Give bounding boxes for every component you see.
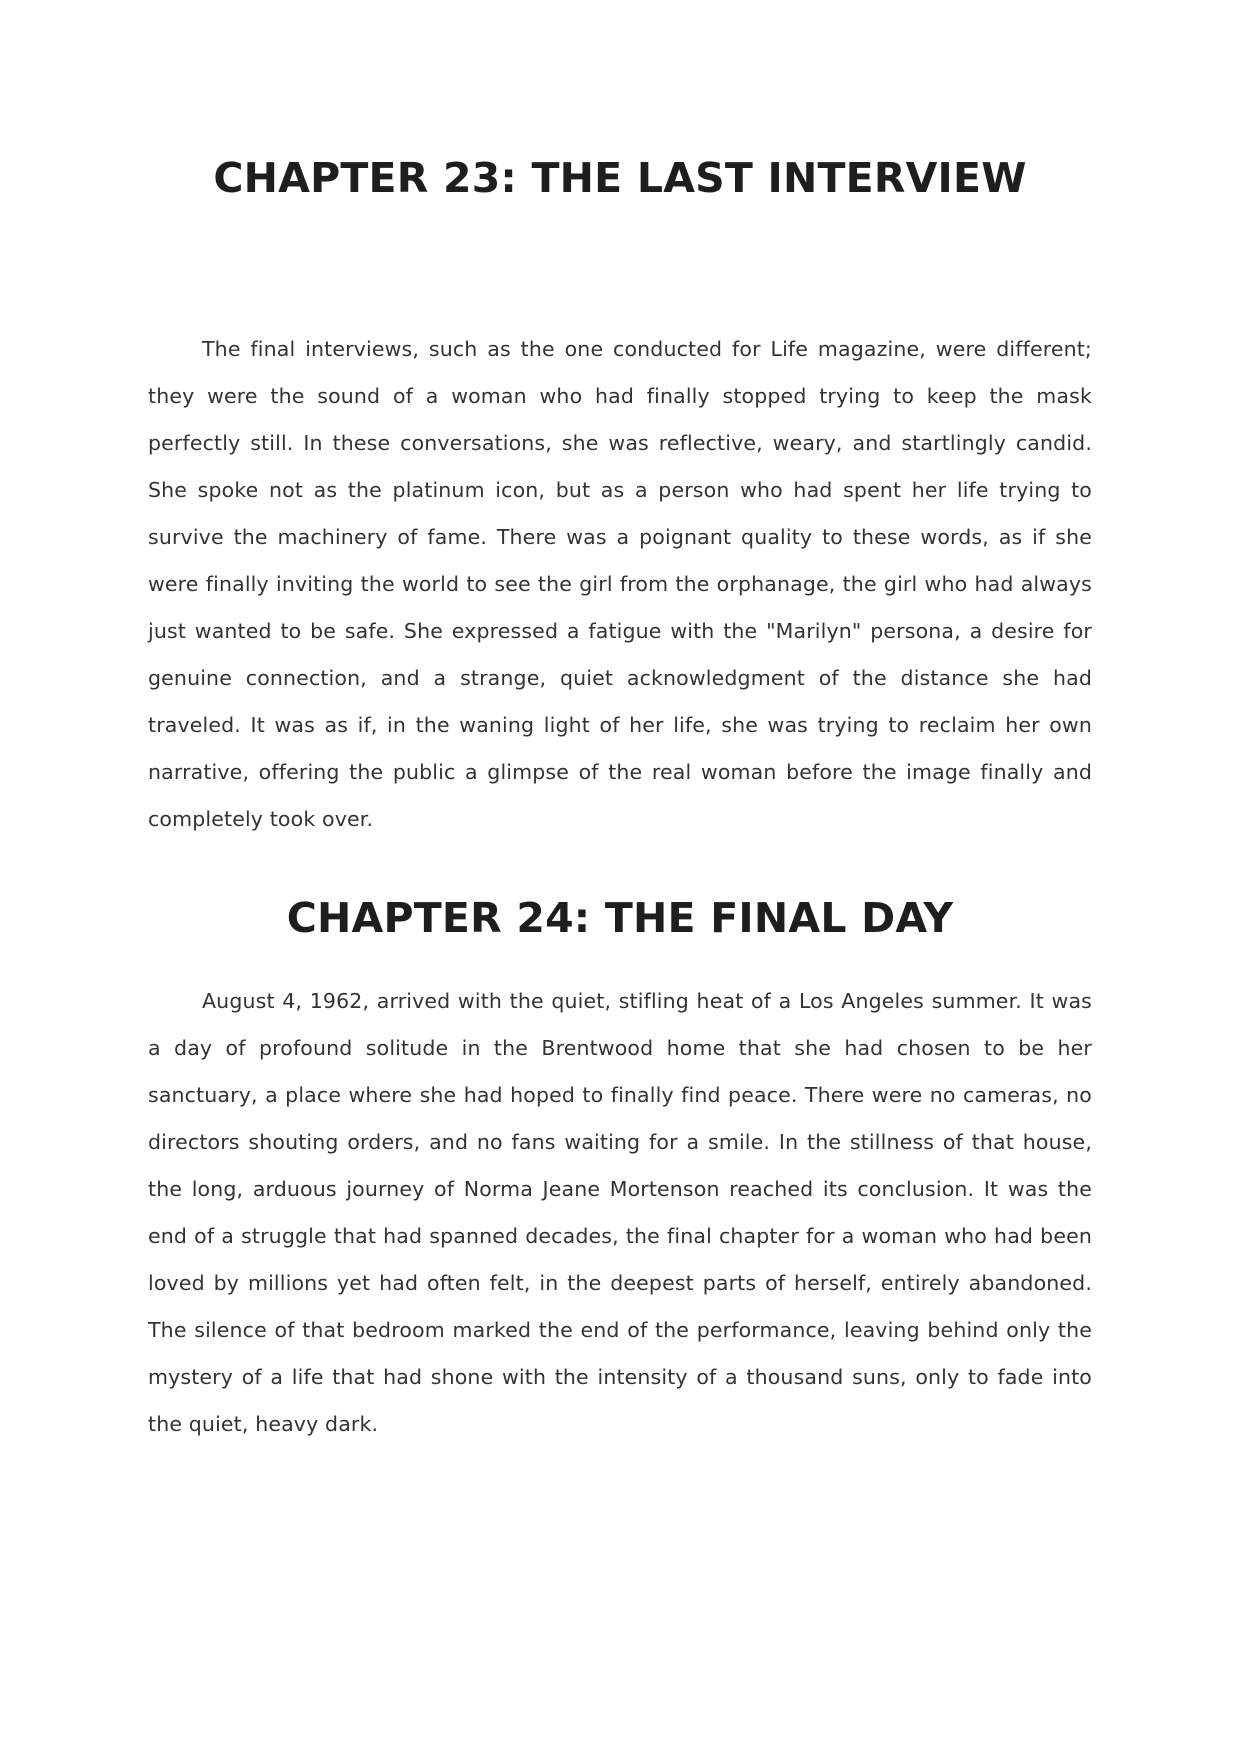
chapter-23-heading: CHAPTER 23: THE LAST INTERVIEW [213,154,1027,202]
chapter-24-heading: CHAPTER 24: THE FINAL DAY [286,894,954,942]
chapter-23-paragraph: The final interviews, such as the one conducted for Life magazine, were different; they were the sound of a woman who had finally stopped trying to keep the mask perfectly still. In these conversations, she was reflective, weary, and startlingly candid. She spoke not as the platinum icon, but as a person who had spent her life trying to survive the machinery of fame. There was a poignant quality to these words, as if she were finally inviting the world to see the girl from the orphanage, the girl who had always just wanted to be safe. She expressed a fatigue with the "Marilyn" persona, a desire for genuine connection, and a strange, quiet acknowledgment of the distance she had traveled. It was as if, in the waning light of her life, she was trying to reclaim her own narrative, offering the public a glimpse of the real woman before the image finally and completely took over. [148,337,1092,831]
chapter-24-paragraph: August 4, 1962, arrived with the quiet, stifling heat of a Los Angeles summer. It was a day of profound solitude in the Brentwood home that she had chosen to be her sanctuary, a place where she had hoped to finally find peace. There were no cameras, no directors shouting orders, and no fans waiting for a smile. In the stillness of that house, the long, arduous journey of Norma Jeane Mortenson reached its conclusion. It was the end of a struggle that had spanned decades, the final chapter for a woman who had been loved by millions yet had often felt, in the deepest parts of herself, entirely abandoned. The silence of that bedroom marked the end of the performance, leaving behind only the mystery of a life that had shone with the intensity of a thousand suns, only to fade into the quiet, heavy dark. [148,989,1092,1436]
